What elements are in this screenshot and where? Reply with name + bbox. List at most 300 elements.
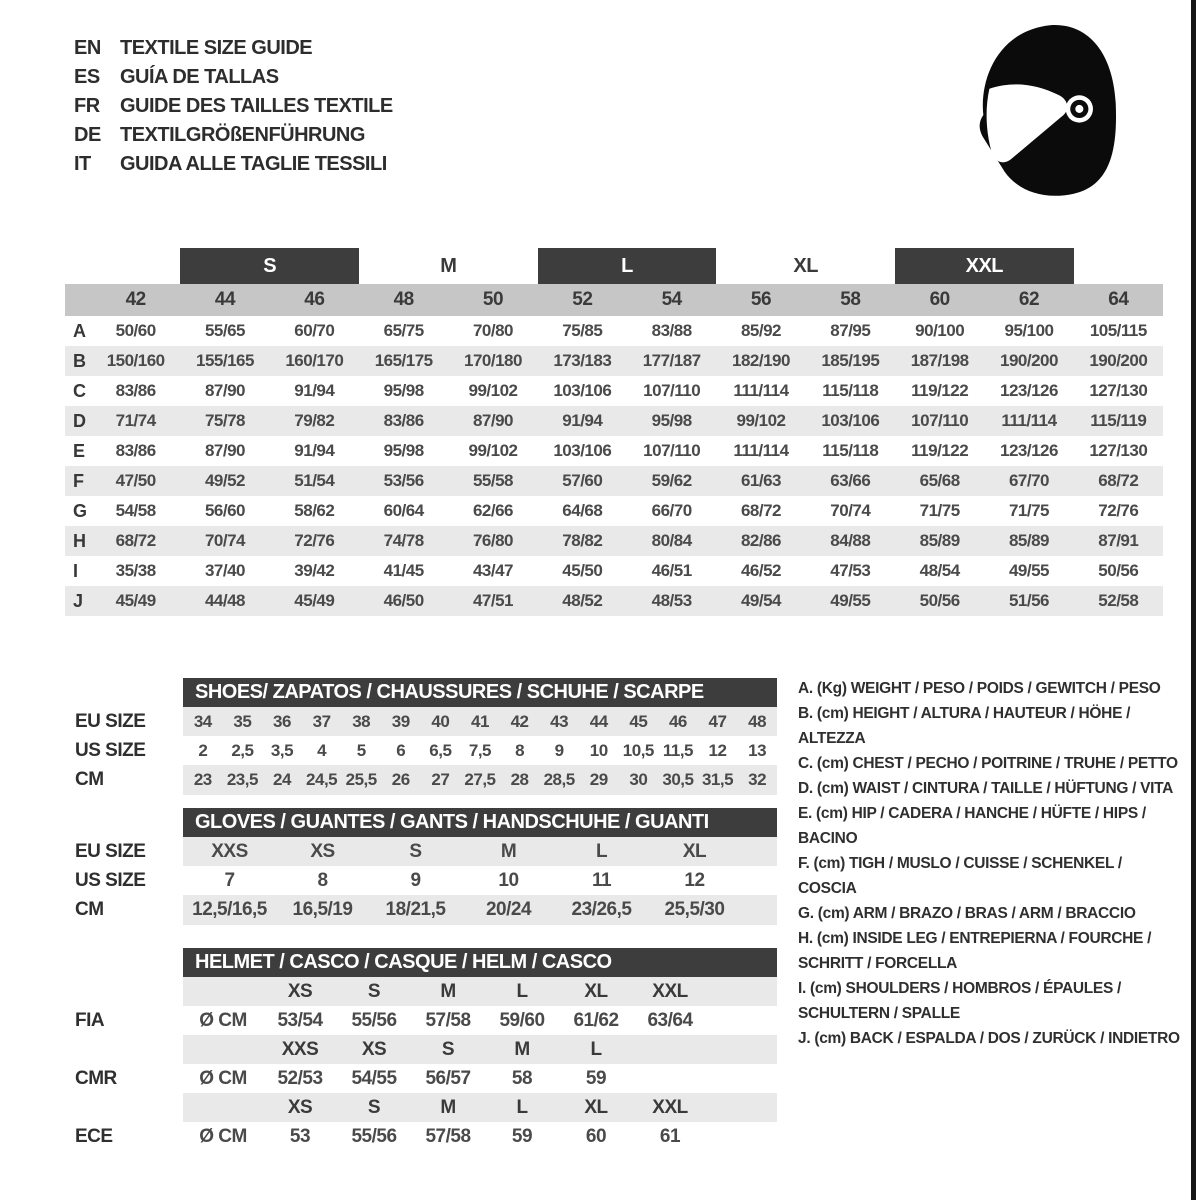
- measurement-cell: 68/72: [115, 531, 156, 550]
- measurement-cell: 95/98: [383, 441, 424, 460]
- language-title: TEXTILE SIZE GUIDE: [120, 37, 313, 59]
- measurement-cell: 65/68: [919, 471, 960, 490]
- language-code: EN: [74, 37, 101, 59]
- size-value-cell: S: [409, 840, 422, 862]
- size-group-row: [65, 248, 1163, 284]
- value-strip: [183, 707, 777, 736]
- helmet-size-header: M: [440, 1096, 456, 1118]
- measurement-cell: 35/38: [115, 561, 156, 580]
- measurement-cell: 182/190: [732, 351, 790, 370]
- size-column-header: 50: [482, 289, 504, 310]
- measurement-row-c: [65, 376, 1163, 406]
- measurement-cell: 47/53: [830, 561, 871, 580]
- size-value-cell: 7: [224, 869, 235, 891]
- size-value-cell: 39: [391, 711, 410, 731]
- measurement-cell: 45/49: [115, 591, 156, 610]
- measurement-cell: 123/126: [1000, 381, 1058, 400]
- size-value-cell: 31,5: [701, 770, 734, 789]
- legend-item: B. (cm) HEIGHT / ALTURA / HAUTEUR / HÖHE / ALTEZZA: [798, 705, 1131, 747]
- measurement-cell: 59/62: [651, 471, 692, 490]
- helmet-values-strip: [183, 1122, 777, 1151]
- measurement-cell: 115/118: [822, 441, 879, 460]
- helmet-values-row-ece: [0, 1122, 800, 1151]
- helmet-size-value: 59: [511, 1125, 533, 1147]
- row-letter: F: [73, 470, 84, 491]
- measurement-cell: 111/114: [1001, 411, 1057, 430]
- measurement-cell: 185/195: [821, 351, 880, 370]
- size-value-cell: 44: [589, 711, 608, 731]
- size-value-cell: 40: [431, 711, 450, 731]
- row-letter: D: [73, 410, 86, 431]
- value-strip: [183, 866, 777, 895]
- size-value-cell: 24,5: [306, 770, 338, 789]
- helmet-size-value: 61: [659, 1125, 681, 1147]
- row-label: EU SIZE: [75, 840, 146, 862]
- measurement-cell: 107/110: [911, 411, 969, 430]
- measurement-cell: 65/75: [383, 321, 424, 340]
- measurement-cell: 99/102: [468, 441, 518, 460]
- size-value-cell: L: [595, 840, 608, 862]
- language-code: FR: [74, 95, 100, 117]
- row-letter: G: [73, 500, 88, 521]
- measurement-row-b: [65, 346, 1163, 376]
- size-value-cell: 26: [391, 770, 410, 789]
- helmet-size-header: L: [590, 1038, 602, 1060]
- size-value-cell: 2,5: [231, 740, 254, 760]
- measurement-cell: 87/95: [830, 321, 871, 340]
- measurement-cell: 127/130: [1089, 381, 1148, 400]
- size-value-cell: 11: [591, 869, 612, 891]
- unit-cell: Ø CM: [199, 1067, 247, 1089]
- size-value-cell: 18/21,5: [385, 899, 446, 920]
- measurement-cell: 119/122: [911, 381, 969, 400]
- measurement-cell: 190/200: [1089, 351, 1148, 370]
- measurement-cell: 85/92: [740, 321, 782, 340]
- size-value-cell: 9: [410, 869, 421, 891]
- measurement-cell: 99/102: [468, 381, 518, 400]
- measurement-cell: 85/89: [1008, 531, 1050, 550]
- size-value-cell: 34: [193, 711, 212, 731]
- measurement-cell: 177/187: [642, 351, 701, 370]
- helmet-sizes-strip: [183, 977, 777, 1006]
- size-value-cell: 25,5/30: [664, 899, 725, 920]
- size-value-cell: 32: [748, 770, 767, 789]
- helmet-size-value: 54/55: [351, 1067, 397, 1089]
- helmet-size-value: 61/62: [573, 1009, 619, 1031]
- helmet-size-value: 53: [289, 1125, 311, 1147]
- measurement-cell: 107/110: [643, 381, 701, 400]
- size-value-cell: 37: [312, 711, 331, 731]
- language-code: DE: [74, 124, 101, 146]
- measurement-cell: 87/90: [472, 411, 514, 430]
- size-value-cell: 28,5: [543, 770, 575, 789]
- language-title: GUIDA ALLE TAGLIE TESSILI: [120, 153, 387, 175]
- measurement-cell: 51/54: [294, 471, 335, 490]
- measurement-cell: 55/58: [472, 471, 514, 490]
- measurement-cell: 48/54: [919, 561, 960, 580]
- measurement-row-i: [65, 556, 1163, 586]
- helmet-values-row-fia: [0, 1006, 800, 1035]
- measurement-cell: 80/84: [651, 531, 692, 550]
- measurement-cell: 60/70: [294, 321, 335, 340]
- measurement-cell: 165/175: [374, 351, 433, 370]
- size-value-cell: 27,5: [464, 770, 496, 789]
- measurement-cell: 70/74: [830, 501, 871, 520]
- helmet-size-header: XS: [287, 1096, 313, 1118]
- measurement-cell: 47/50: [115, 471, 156, 490]
- measurement-cell: 50/56: [1098, 561, 1139, 580]
- helmet-size-value: 57/58: [425, 1125, 471, 1147]
- size-value-cell: 12,5/16,5: [192, 899, 267, 920]
- size-group-s: S: [180, 248, 359, 284]
- textile-size-table: [65, 248, 1163, 616]
- measurement-cell: 37/40: [204, 561, 246, 580]
- measurement-cell: 50/60: [115, 321, 156, 340]
- helmet-values-row-cmr: [0, 1064, 800, 1093]
- measurement-cell: 91/94: [294, 441, 335, 460]
- helmet-size-header: S: [441, 1038, 455, 1060]
- measurement-cell: 75/78: [204, 411, 246, 430]
- row-letter: E: [73, 440, 86, 461]
- measurement-cell: 123/126: [1000, 441, 1058, 460]
- size-value-cell: 28: [510, 770, 529, 789]
- size-value-cell: XXS: [211, 840, 248, 862]
- helmet-size-header: XL: [584, 980, 608, 1002]
- measurement-cell: 95/100: [1004, 321, 1054, 340]
- size-column-header: 54: [661, 289, 682, 310]
- measurement-cell: 127/130: [1089, 441, 1148, 460]
- helmet-sizes-strip: [183, 1093, 777, 1122]
- size-column-header: 60: [929, 289, 950, 310]
- gloves-size-table: [0, 808, 800, 925]
- language-row: [74, 63, 393, 92]
- measurement-cell: 63/66: [830, 471, 871, 490]
- helmet-sizes-row: [0, 1093, 800, 1122]
- size-value-cell: 2: [198, 740, 208, 760]
- measurement-cell: 46/52: [740, 561, 782, 580]
- measurement-cell: 45/49: [294, 591, 335, 610]
- measurement-cell: 49/55: [830, 591, 871, 610]
- size-value-cell: XS: [310, 840, 335, 862]
- shoes-row: [0, 765, 800, 795]
- row-letter: C: [73, 380, 86, 401]
- size-column-header: 46: [304, 289, 325, 310]
- size-value-cell: 13: [748, 740, 767, 760]
- helmet-size-header: L: [516, 1096, 528, 1118]
- size-value-cell: 9: [554, 740, 564, 760]
- value-strip: [183, 895, 777, 925]
- size-value-cell: M: [500, 840, 517, 862]
- size-value-cell: 12: [708, 740, 727, 760]
- size-value-cell: 38: [352, 711, 371, 731]
- measurement-cell: 56/60: [204, 501, 246, 520]
- measurement-cell: 103/106: [553, 381, 612, 400]
- helmet-size-table: [0, 948, 800, 1151]
- measurement-cell: 71/74: [115, 411, 156, 430]
- measurement-cell: 103/106: [821, 411, 880, 430]
- size-group-xl: XL: [793, 254, 818, 277]
- legend-item: D. (cm) WAIST / CINTURA / TAILLE / HÜFTUNG / VITA: [798, 780, 1174, 797]
- row-letter: I: [73, 560, 79, 581]
- measurement-cell: 55/65: [204, 321, 246, 340]
- measurement-cell: 187/198: [910, 351, 969, 370]
- measurement-row-f: [65, 466, 1163, 496]
- measurement-cell: 54/58: [115, 501, 156, 520]
- size-value-cell: 48: [748, 711, 767, 731]
- measurement-cell: 49/54: [740, 591, 782, 610]
- row-letter: H: [73, 530, 86, 551]
- measurement-cell: 60/64: [383, 501, 424, 520]
- helmet-title-bar: [183, 948, 777, 977]
- measurement-cell: 44/48: [204, 591, 246, 610]
- size-value-cell: 30,5: [662, 770, 694, 789]
- measurement-cell: 41/45: [383, 561, 424, 580]
- size-value-cell: 45: [629, 711, 648, 731]
- measurement-cell: 62/66: [472, 501, 514, 520]
- measurement-cell: 46/51: [651, 561, 692, 580]
- measurement-cell: 48/52: [562, 591, 603, 610]
- measurement-cell: 46/50: [383, 591, 424, 610]
- measurement-cell: 48/53: [651, 591, 692, 610]
- measurement-row-d: [65, 406, 1163, 436]
- row-label: CM: [75, 769, 104, 790]
- measurement-cell: 160/170: [285, 351, 344, 370]
- measurement-cell: 87/90: [204, 381, 246, 400]
- measurement-cell: 70/80: [472, 321, 514, 340]
- measurement-row-h: [65, 526, 1163, 556]
- unit-cell: Ø CM: [199, 1009, 247, 1031]
- helmet-size-header: XXL: [652, 1096, 688, 1118]
- language-code: IT: [74, 153, 91, 175]
- size-value-cell: 6,5: [429, 740, 452, 760]
- legend-item: I. (cm) SHOULDERS / HOMBROS / ÉPAULES / SCHULTERN / SPALLE: [798, 980, 1122, 1022]
- size-value-cell: 5: [356, 740, 366, 760]
- measurement-cell: 95/98: [651, 411, 692, 430]
- measurement-cell: 72/76: [294, 531, 335, 550]
- right-edge-line: [1191, 0, 1196, 1200]
- language-row: [74, 34, 393, 63]
- row-letter: A: [73, 320, 86, 341]
- language-code: ES: [74, 66, 100, 88]
- row-label: CM: [75, 899, 104, 920]
- helmet-size-header: XXS: [281, 1038, 319, 1060]
- helmet-values-strip: [183, 1064, 777, 1093]
- helmet-size-header: M: [514, 1038, 530, 1060]
- size-value-cell: 46: [668, 711, 687, 731]
- measurement-cell: 50/56: [919, 591, 960, 610]
- language-title: GUIDE DES TAILLES TEXTILE: [120, 95, 393, 117]
- shoes-title-bar: [183, 678, 777, 707]
- measurement-cell: 68/72: [740, 501, 782, 520]
- helmet-size-header: XS: [361, 1038, 387, 1060]
- shoes-row: [0, 736, 800, 765]
- size-value-cell: 43: [550, 711, 569, 731]
- size-column-header: 52: [572, 289, 593, 310]
- size-value-cell: 20/24: [485, 899, 532, 920]
- size-column-header: 56: [750, 289, 772, 310]
- measurement-cell: 82/86: [740, 531, 782, 550]
- size-value-cell: 23/26,5: [571, 899, 632, 920]
- row-letter: J: [73, 590, 84, 611]
- standard-label: CMR: [75, 1067, 117, 1089]
- gloves-row: [0, 895, 800, 925]
- helmet-size-value: 59/60: [499, 1009, 545, 1031]
- helmet-values-strip: [183, 1006, 777, 1035]
- helmet-size-value: 63/64: [647, 1009, 693, 1031]
- size-column-header: 58: [840, 289, 861, 310]
- measurement-cell: 115/118: [822, 381, 879, 400]
- helmet-size-header: L: [516, 980, 528, 1002]
- size-value-cell: 30: [629, 770, 648, 789]
- size-column-header: 64: [1108, 289, 1129, 310]
- language-title-list: [74, 34, 393, 179]
- measurement-cell: 61/63: [740, 471, 782, 490]
- size-value-cell: 23: [193, 770, 212, 789]
- value-strip: [183, 837, 777, 866]
- measurement-cell: 105/115: [1089, 321, 1147, 340]
- size-value-cell: 11,5: [662, 740, 693, 760]
- helmet-sizes-row: [0, 1035, 800, 1064]
- gloves-title-bar: [183, 808, 777, 837]
- measurement-cell: 52/58: [1098, 591, 1139, 610]
- measurement-cell: 87/90: [204, 441, 246, 460]
- helmet-size-value: 55/56: [351, 1125, 397, 1147]
- measurement-cell: 83/86: [383, 411, 424, 430]
- measurement-row-a: [65, 316, 1163, 346]
- row-label: US SIZE: [75, 869, 146, 891]
- legend-item: E. (cm) HIP / CADERA / HANCHE / HÜFTE / HIPS / BACINO: [798, 805, 1146, 847]
- size-value-cell: 16,5/19: [292, 899, 353, 920]
- size-value-cell: 10: [498, 869, 519, 891]
- measurement-cell: 99/102: [736, 411, 786, 430]
- size-value-cell: 24: [273, 770, 291, 789]
- measurement-cell: 190/200: [1000, 351, 1058, 370]
- size-value-cell: 12: [684, 869, 705, 891]
- size-value-cell: 10: [589, 740, 608, 760]
- gloves-title: GLOVES / GUANTES / GANTS / HANDSCHUHE / GUANTI: [195, 811, 709, 833]
- measurement-cell: 155/165: [196, 351, 254, 370]
- measurement-cell: 57/60: [562, 471, 603, 490]
- measurement-legend: [798, 676, 1182, 1051]
- measurement-cell: 75/85: [562, 321, 603, 340]
- helmet-size-value: 56/57: [425, 1067, 471, 1089]
- size-value-cell: 10,5: [622, 740, 654, 760]
- helmet-size-header: XL: [584, 1096, 608, 1118]
- size-value-cell: 3,5: [270, 740, 294, 760]
- measurement-row-e: [65, 436, 1163, 466]
- size-value-cell: 29: [589, 770, 608, 789]
- measurement-cell: 119/122: [911, 441, 969, 460]
- language-title: GUÍA DE TALLAS: [120, 66, 279, 88]
- size-value-cell: 4: [317, 740, 327, 760]
- measurement-cell: 173/183: [553, 351, 612, 370]
- measurement-cell: 49/52: [204, 471, 246, 490]
- measurement-cell: 95/98: [383, 381, 424, 400]
- measurement-row-j: [65, 586, 1163, 616]
- helmet-size-header: S: [367, 1096, 381, 1118]
- language-row: [74, 121, 393, 150]
- measurement-cell: 79/82: [294, 411, 335, 430]
- measurement-cell: 83/86: [115, 381, 156, 400]
- shoes-row: [0, 707, 800, 736]
- measurement-cell: 115/119: [1090, 411, 1147, 430]
- measurement-cell: 49/55: [1008, 561, 1050, 580]
- size-column-header: 44: [214, 289, 236, 310]
- measurement-cell: 111/114: [733, 441, 789, 460]
- measurement-cell: 53/56: [383, 471, 424, 490]
- measurement-cell: 76/80: [472, 531, 514, 550]
- measurement-cell: 74/78: [383, 531, 424, 550]
- helmet-size-value: 58: [511, 1067, 533, 1089]
- measurement-cell: 83/86: [115, 441, 156, 460]
- size-value-cell: 36: [273, 711, 291, 731]
- size-column-header: 42: [125, 289, 146, 310]
- measurement-cell: 70/74: [204, 531, 246, 550]
- size-value-cell: 42: [510, 711, 529, 731]
- legend-item: J. (cm) BACK / ESPALDA / DOS / ZURÜCK / INDIETRO: [798, 1030, 1180, 1047]
- helmet-size-value: 53/54: [277, 1009, 323, 1031]
- helmet-size-value: 59: [585, 1067, 607, 1089]
- helmet-icon: [972, 18, 1124, 210]
- measurement-cell: 68/72: [1098, 471, 1139, 490]
- measurement-cell: 91/94: [562, 411, 603, 430]
- measurement-cell: 39/42: [294, 561, 335, 580]
- measurement-cell: 67/70: [1008, 471, 1050, 490]
- measurement-cell: 78/82: [562, 531, 603, 550]
- helmet-size-header: XS: [287, 980, 313, 1002]
- row-label: EU SIZE: [75, 710, 146, 732]
- size-value-cell: 6: [396, 740, 406, 760]
- measurement-row-g: [65, 496, 1163, 526]
- helmet-size-value: 55/56: [351, 1009, 397, 1031]
- measurement-cell: 107/110: [643, 441, 701, 460]
- measurement-cell: 87/91: [1098, 531, 1139, 550]
- gloves-row: [0, 866, 800, 895]
- measurement-cell: 45/50: [562, 561, 603, 580]
- measurement-cell: 91/94: [294, 381, 335, 400]
- measurement-cell: 58/62: [294, 501, 335, 520]
- legend-item: F. (cm) TIGH / MUSLO / CUISSE / SCHENKEL / COSCIA: [798, 855, 1122, 897]
- row-label: US SIZE: [75, 739, 146, 761]
- legend-item: H. (cm) INSIDE LEG / ENTREPIERNA / FOURCHE / SCHRITT / FORCELLA: [798, 930, 1152, 972]
- value-strip: [183, 765, 777, 795]
- legend-item: C. (cm) CHEST / PECHO / POITRINE / TRUHE / PETTO: [798, 755, 1178, 772]
- size-column-header: 62: [1018, 289, 1040, 310]
- language-row: [74, 92, 393, 121]
- legend-item: G. (cm) ARM / BRAZO / BRAS / ARM / BRACCIO: [798, 905, 1136, 922]
- measurement-cell: 64/68: [562, 501, 603, 520]
- measurement-cell: 43/47: [472, 561, 514, 580]
- helmet-size-value: 60: [585, 1125, 607, 1147]
- size-group-xxl: XXL: [895, 248, 1074, 284]
- helmet-sizes-row: [0, 977, 800, 1006]
- measurement-cell: 71/75: [1008, 501, 1050, 520]
- measurement-cell: 170/180: [464, 351, 522, 370]
- measurement-cell: 85/89: [919, 531, 960, 550]
- helmet-size-header: S: [367, 980, 381, 1002]
- size-group-l: L: [538, 248, 717, 284]
- helmet-size-header: XXL: [652, 980, 688, 1002]
- measurement-cell: 103/106: [553, 441, 612, 460]
- measurement-cell: 71/75: [919, 501, 960, 520]
- size-value-cell: 8: [317, 869, 328, 891]
- size-value-cell: 47: [708, 711, 727, 731]
- helmet-sizes-strip: [183, 1035, 777, 1064]
- measurement-cell: 90/100: [915, 321, 965, 340]
- helmet-size-value: 57/58: [425, 1009, 471, 1031]
- measurement-cell: 72/76: [1098, 501, 1139, 520]
- shoes-size-table: [0, 678, 800, 795]
